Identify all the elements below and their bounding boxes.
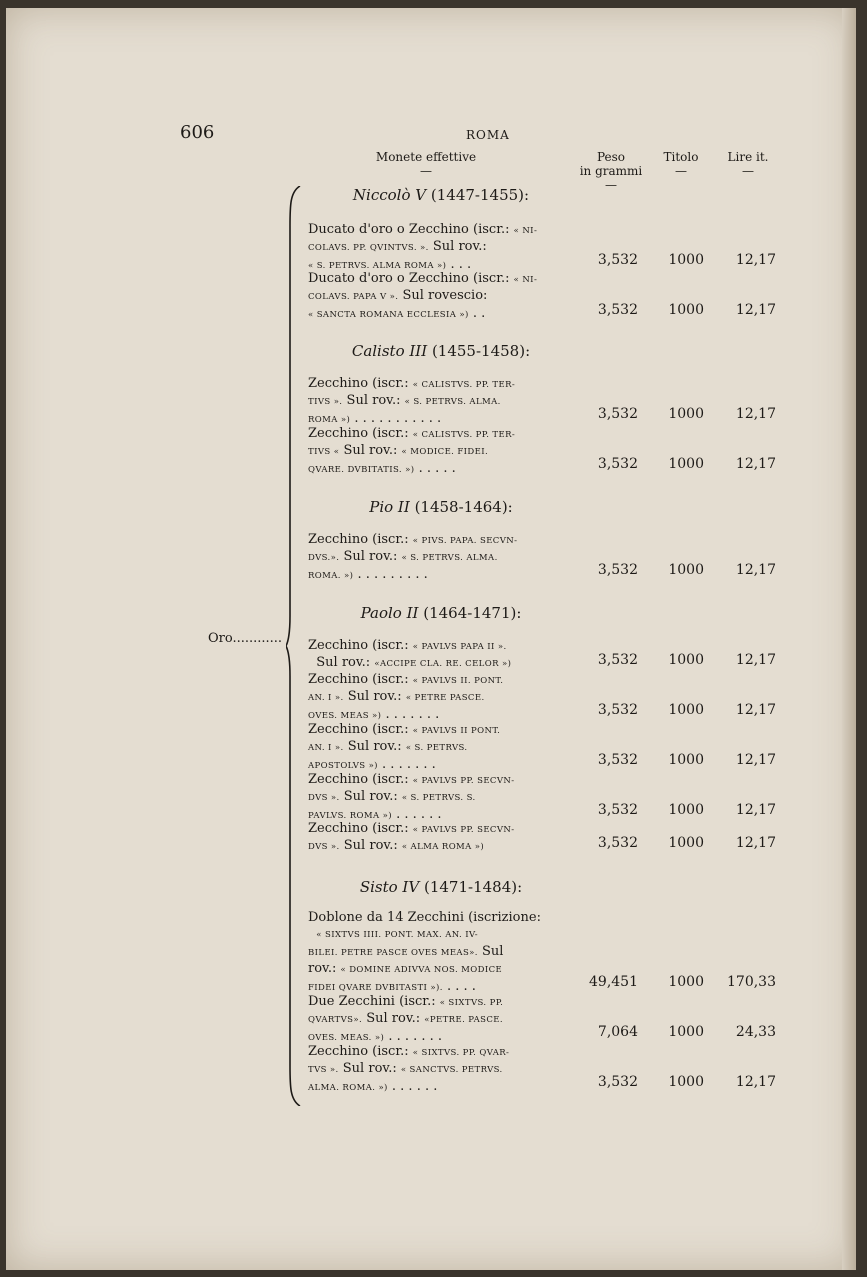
entry-text: Zecchino (iscr.:	[308, 722, 409, 737]
entry-inscription: « DOMINE ADIVVA NOS. MODICE	[340, 965, 503, 976]
value-titolo: 1000	[668, 702, 704, 718]
entry-inscription: «ACCIPE CLA. RE. CELOR »)	[374, 659, 512, 670]
entry-text: Sul rov.:	[346, 393, 401, 409]
book-page	[6, 8, 856, 1270]
curly-brace	[286, 186, 302, 1106]
pope-name: Sisto IV	[359, 878, 420, 896]
value-lire: 12,17	[735, 302, 776, 318]
entry-leader: . . . . . . . . . . .	[354, 410, 442, 426]
coin-entry	[308, 821, 566, 856]
value-lire: 12,17	[735, 802, 776, 818]
value-titolo: 1000	[668, 802, 704, 818]
pope-name: Calisto III	[351, 342, 428, 360]
entry-text: Zecchino (iscr.:	[308, 638, 409, 653]
entry-text: Sul rov.:	[343, 549, 398, 565]
pope-years: (1447-1455):	[430, 186, 530, 204]
pope-years: (1464-1471):	[423, 604, 522, 622]
entry-text: Zecchino (iscr.:	[308, 376, 409, 391]
section-title	[306, 878, 576, 896]
entry-leader: . . . . . .	[391, 1078, 438, 1094]
value-peso: 3,532	[597, 562, 638, 578]
coin-entry	[308, 722, 566, 774]
entry-inscription: OVES. MEAS »)	[308, 710, 382, 721]
entry-inscription: DVS.».	[308, 553, 340, 564]
column-header-peso-line2: in grammi	[579, 164, 643, 178]
value-titolo: 1000	[668, 835, 704, 851]
coin-entry	[308, 271, 566, 323]
value-titolo: 1000	[668, 752, 704, 768]
coin-entry	[308, 910, 566, 996]
value-lire: 12,17	[735, 752, 776, 768]
entry-leader: . . . .	[446, 978, 476, 994]
entry-inscription: PAVLVS. ROMA »)	[308, 810, 392, 821]
entry-inscription: OVES. MEAS. »)	[308, 1032, 385, 1043]
value-peso: 3,532	[597, 252, 638, 268]
entry-inscription: ALMA. ROMA. »)	[308, 1082, 388, 1093]
entry-leader: . .	[472, 305, 486, 321]
column-header-titolo	[656, 150, 706, 178]
entry-leader: . . . . . . .	[385, 706, 440, 722]
value-lire: 12,17	[735, 835, 776, 851]
entry-text: Ducato d'oro o Zecchino (iscr.:	[308, 271, 510, 286]
entry-inscription: « CALISTVS. PP. TER-	[412, 430, 516, 440]
value-titolo: 1000	[668, 252, 704, 268]
entry-text: Sul rov.:	[316, 655, 371, 671]
entry-leader: . . . . . . .	[382, 756, 436, 772]
value-peso: 3,532	[597, 802, 638, 818]
entry-text: Sul rov.:	[347, 689, 402, 705]
value-titolo: 1000	[668, 302, 704, 318]
entry-inscription: « PAVLVS PP. SECVN-	[412, 825, 515, 835]
value-lire: 12,17	[735, 252, 776, 268]
value-peso: 3,532	[597, 406, 638, 422]
value-peso: 7,064	[597, 1024, 638, 1040]
entry-leader: . . . . . .	[396, 806, 442, 822]
entry-inscription: « PAVLVS PP. SECVN-	[412, 776, 515, 786]
column-header-peso	[571, 150, 651, 192]
entry-inscription: « SIXTVS. PP. QVAR-	[412, 1048, 510, 1058]
value-lire: 12,17	[735, 456, 776, 472]
entry-leader: . . . . . . .	[388, 1028, 443, 1044]
entry-text: Sul rov.:	[347, 739, 402, 755]
entry-inscription: FIDEI QVARE DVBITASTI »).	[308, 982, 443, 993]
column-header-dash: —	[742, 164, 754, 178]
entry-text: Zecchino (iscr.:	[308, 532, 409, 547]
entry-inscription: « ALMA ROMA »)	[401, 842, 485, 853]
column-header-peso-line1: Peso	[596, 150, 626, 164]
entry-inscription: BILEI. PETRE PASCE OVES MEAS».	[308, 947, 478, 958]
entry-text: Sul	[482, 943, 504, 959]
section-title	[306, 342, 576, 360]
entry-text: Zecchino (iscr.:	[308, 672, 409, 687]
entry-inscription: TVS ».	[308, 1065, 339, 1076]
entry-text: Sul rov.:	[366, 1011, 421, 1027]
value-titolo: 1000	[668, 974, 704, 990]
coin-entry	[308, 638, 566, 673]
value-titolo: 1000	[668, 562, 704, 578]
section-title	[306, 186, 576, 204]
page-title: ROMA	[466, 128, 510, 142]
page-number: 606	[180, 122, 215, 143]
entry-text: Zecchino (iscr.:	[308, 821, 409, 836]
column-header-lire	[718, 150, 778, 178]
entry-inscription: « PIVS. PAPA. SECVN-	[412, 536, 518, 546]
value-lire: 12,17	[735, 702, 776, 718]
value-peso: 49,451	[589, 974, 638, 990]
value-lire: 12,17	[735, 1074, 776, 1090]
value-peso: 3,532	[597, 752, 638, 768]
column-header-monete-label: Monete effettive	[375, 150, 477, 164]
coin-entry	[308, 994, 566, 1046]
column-header-dash: —	[605, 178, 617, 192]
page-edge	[842, 8, 856, 1270]
entry-text: Doblone da 14 Zecchini (iscrizione:	[308, 910, 541, 925]
section-title	[306, 604, 576, 622]
column-header-dash: —	[675, 164, 687, 178]
entry-inscription: « MODICE. FIDEI.	[401, 447, 489, 458]
entry-inscription: « S. PETRVS. S.	[401, 793, 476, 804]
value-lire: 12,17	[735, 652, 776, 668]
value-peso: 3,532	[597, 702, 638, 718]
coin-entry	[308, 426, 566, 478]
entry-inscription: « S. PETRVS. ALMA.	[401, 553, 498, 564]
entry-inscription: « PAVLVS II. PONT.	[412, 676, 504, 686]
entry-inscription: « S. PETRVS. ALMA.	[404, 397, 501, 408]
entry-inscription: ROMA. »)	[308, 570, 354, 581]
entry-inscription: « PAVLVS PAPA II ».	[412, 642, 507, 652]
metal-label: Oro............	[208, 631, 283, 646]
entry-text: Sul rov.:	[343, 443, 398, 459]
coin-entry	[308, 672, 566, 724]
entry-inscription: TIVS «	[308, 447, 340, 458]
entry-inscription: COLAVS. PP. QVINTVS. ».	[308, 243, 429, 254]
entry-text: Sul rov.:	[343, 789, 398, 805]
coin-entry	[308, 772, 566, 824]
entry-inscription: DVS ».	[308, 842, 340, 853]
entry-inscription: « NI-	[513, 275, 538, 285]
entry-inscription: « SANCTVS. PETRVS.	[400, 1065, 503, 1076]
value-peso: 3,532	[597, 1074, 638, 1090]
value-peso: 3,532	[597, 835, 638, 851]
column-header-monete	[366, 150, 486, 178]
entry-inscription: « SANCTA ROMANA ECCLESIA »)	[308, 309, 469, 320]
value-titolo: 1000	[668, 652, 704, 668]
coin-entry	[308, 376, 566, 428]
entry-inscription: QVARE. DVBITATIS. »)	[308, 464, 415, 475]
entry-text: Due Zecchini (iscr.:	[308, 994, 436, 1009]
entry-text: Zecchino (iscr.:	[308, 772, 409, 787]
entry-inscription: « S. PETRVS.	[405, 743, 468, 754]
value-peso: 3,532	[597, 456, 638, 472]
column-header-dash: —	[420, 164, 432, 178]
value-lire: 170,33	[727, 974, 776, 990]
value-lire: 24,33	[735, 1024, 776, 1040]
pope-years: (1471-1484):	[423, 878, 523, 896]
pope-name: Pio II	[369, 498, 410, 516]
entry-inscription: « CALISTVS. PP. TER-	[412, 380, 516, 390]
value-titolo: 1000	[668, 406, 704, 422]
value-titolo: 1000	[668, 1074, 704, 1090]
pope-years: (1458-1464):	[414, 498, 513, 516]
coin-entry	[308, 1044, 566, 1096]
entry-inscription: « S. PETRVS. ALMA ROMA »)	[308, 260, 447, 271]
value-lire: 12,17	[735, 406, 776, 422]
section-title	[306, 498, 576, 516]
entry-inscription: DVS ».	[308, 793, 340, 804]
entry-inscription: « PAVLVS II PONT.	[412, 726, 501, 736]
entry-inscription: AN. I ».	[308, 743, 344, 754]
entry-inscription: « SIXTVS IIII. PONT. MAX. AN. IV-	[316, 930, 479, 941]
entry-inscription: « PETRE PASCE.	[405, 693, 485, 704]
entry-inscription: «PETRE. PASCE.	[424, 1015, 503, 1026]
entry-inscription: APOSTOLVS »)	[308, 760, 378, 771]
value-titolo: 1000	[668, 456, 704, 472]
entry-inscription: ROMA »)	[308, 414, 351, 425]
coin-entry	[308, 222, 566, 274]
entry-inscription: « SIXTVS. PP.	[439, 998, 504, 1008]
entry-text: Sul rov.:	[432, 239, 487, 255]
entry-text: Zecchino (iscr.:	[308, 426, 409, 441]
entry-text: Sul rov.:	[342, 1061, 397, 1077]
entry-text: Sul rov.:	[343, 838, 398, 854]
entry-text: Zecchino (iscr.:	[308, 1044, 409, 1059]
entry-inscription: « NI-	[513, 226, 538, 236]
coin-entry	[308, 532, 566, 584]
value-peso: 3,532	[597, 652, 638, 668]
pope-years: (1455-1458):	[431, 342, 531, 360]
pope-name: Paolo II	[360, 604, 419, 622]
entry-text: Sul rovescio:	[402, 288, 488, 304]
value-titolo: 1000	[668, 1024, 704, 1040]
entry-inscription: TIVS ».	[308, 397, 343, 408]
column-header-titolo-label: Titolo	[663, 150, 699, 164]
pope-name: Niccolò V	[352, 186, 427, 204]
value-peso: 3,532	[597, 302, 638, 318]
entry-inscription: COLAVS. PAPA V ».	[308, 292, 399, 303]
entry-inscription: AN. I ».	[308, 693, 344, 704]
entry-leader: . . . . .	[418, 460, 456, 476]
entry-text: rov.:	[308, 961, 337, 977]
entry-inscription: QVARTVS».	[308, 1015, 363, 1026]
entry-leader: . . . . . . . . .	[357, 566, 428, 582]
entry-text: Ducato d'oro o Zecchino (iscr.:	[308, 222, 510, 237]
entry-leader: . . .	[450, 256, 472, 272]
column-header-lire-label: Lire it.	[727, 150, 769, 164]
value-lire: 12,17	[735, 562, 776, 578]
